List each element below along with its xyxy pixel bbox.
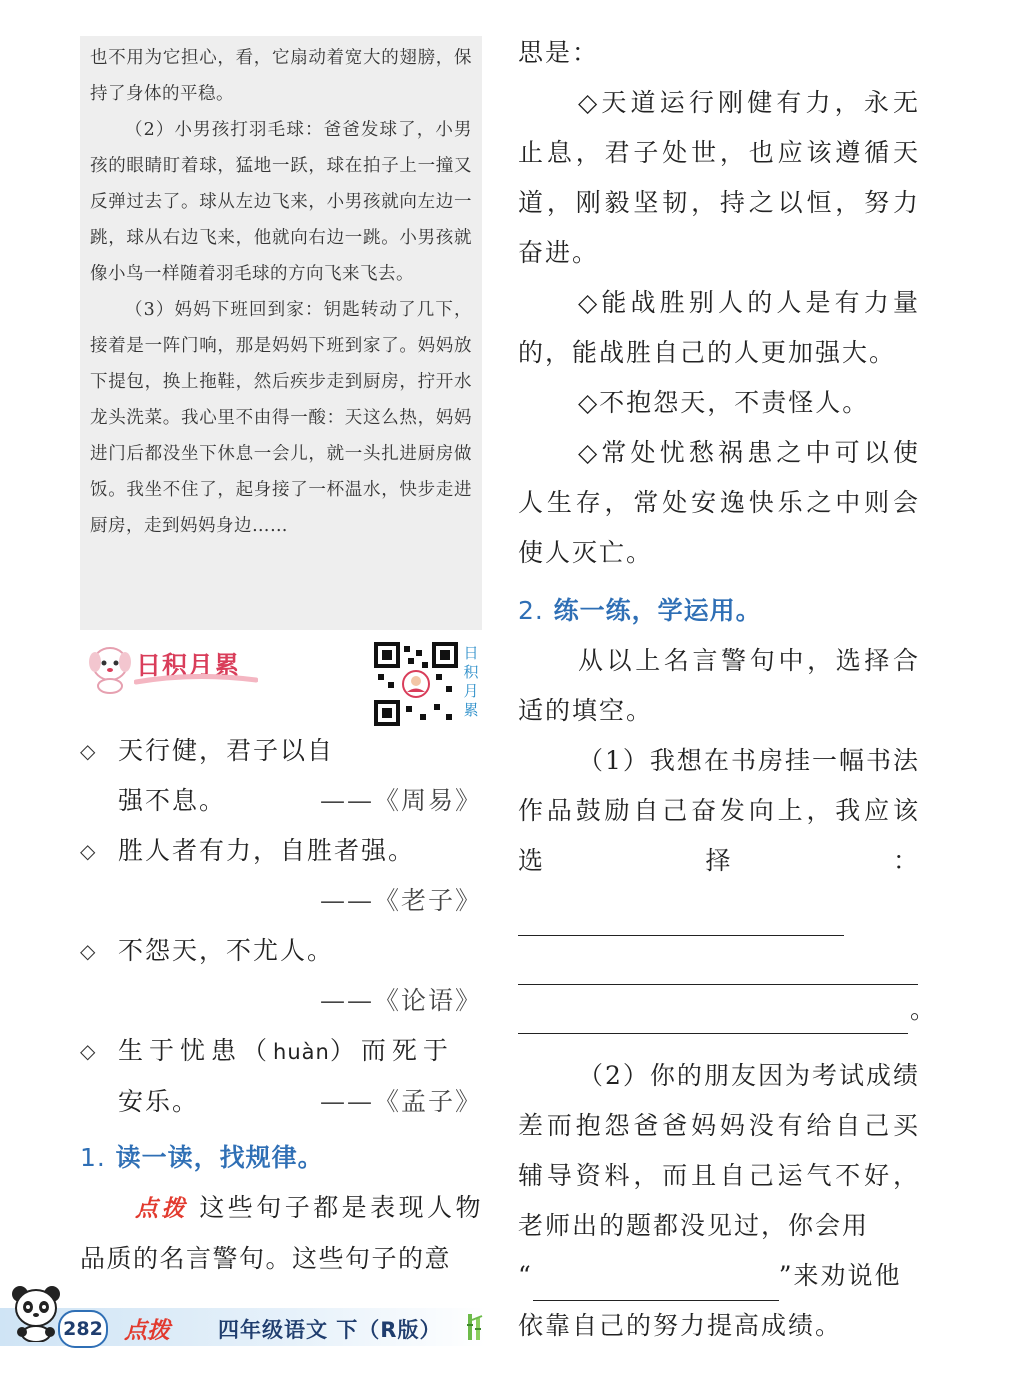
title-swoosh-decoration xyxy=(134,674,258,688)
quote-item xyxy=(80,926,482,1026)
qr-label: 日积月累 xyxy=(463,644,479,719)
answer-line-1c-row xyxy=(518,985,938,1035)
panda-mascot-icon xyxy=(8,1282,64,1342)
diamond-bullet-icon: ◇ xyxy=(80,739,98,763)
example-passage-box xyxy=(80,36,482,630)
question-1-text: （1）我想在书房挂一幅书法作品鼓励自己奋发向上，我应该选择： xyxy=(518,746,920,875)
section-title-text: 读一读，找规律。 xyxy=(115,1143,324,1172)
quote-text: 不怨天，不尤人。 xyxy=(118,936,335,965)
quote-text: 胜人者有力，自胜者强。 xyxy=(118,836,416,865)
quote-source: ——《老子》 xyxy=(319,886,482,915)
quote-line-2 xyxy=(80,776,482,826)
meaning-item: ◇天道运行刚健有力，永无止息，君子处世，也应该遵循天道，刚毅坚韧，持之以恒，努力奋进。 xyxy=(518,88,920,267)
section-number: 1. xyxy=(80,1143,106,1172)
question-2-text: （2）你的朋友因为考试成绩差而抱怨爸爸妈妈没有给自己买辅导资料，而且自己运气不好，老师出的题都没见过，你会用 xyxy=(518,1061,920,1240)
footer-book-title: 四年级语文 下（R版） xyxy=(218,1318,442,1342)
quote-text-cont: 安乐。 xyxy=(118,1087,200,1116)
diamond-bullet-icon: ◇ xyxy=(80,839,98,863)
meaning-item: ◇不抱怨天，不责怪人。 xyxy=(578,388,870,417)
question-2-cont: ”来劝说他 xyxy=(778,1261,902,1290)
qr-code[interactable] xyxy=(372,640,478,728)
quote-source: ——《周易》 xyxy=(319,786,482,815)
quote-text-part: 生于忧患（ xyxy=(118,1036,274,1065)
rijiyuelei-title: 日积月累 xyxy=(136,651,241,680)
question-1 xyxy=(518,736,920,936)
answer-blank-2[interactable] xyxy=(533,1260,779,1301)
meaning-item: ◇能战胜别人的人是有力量的，能战胜自己的人更加强大。 xyxy=(518,288,920,367)
quote-text-part: ）而死于 xyxy=(329,1036,454,1065)
section-1-body xyxy=(80,1183,482,1284)
answer-blank-1b[interactable] xyxy=(518,936,918,985)
rijiyuelei-header xyxy=(80,640,482,726)
meaning-item: ◇常处忧愁祸患之中可以使人生存，常处安逸快乐之中则会使人灭亡。 xyxy=(518,438,920,567)
open-quote: “ xyxy=(518,1261,533,1290)
section-number: 2. xyxy=(518,596,544,625)
section-2-intro: 从以上名言警句中，选择合适的填空。 xyxy=(518,646,920,725)
section-1-text: 这些句子都是表现人物品质的名言警句。这些句子的意 xyxy=(80,1193,482,1273)
passage-paragraph-3: （3）妈妈下班回到家：钥匙转动了几下，接着是一阵门响，那是妈妈下班到家了。妈妈放下提包，换上拖鞋，然后疾步走到厨房，拧开水龙头洗菜。我心里不由得一酸：天这么热，妈妈进门后都没坐下休息一会儿，就一头扎进厨房做饭。我坐不住了，起身接了一杯温水，快步走进厨房，走到妈妈身边…… xyxy=(90,300,472,536)
question-2-end: 依靠自己的努力提高成绩。 xyxy=(518,1311,843,1340)
continued-text: 思是： xyxy=(518,38,600,67)
footer-brand: 点拨 xyxy=(124,1318,170,1344)
quote-source: ——《论语》 xyxy=(319,986,482,1015)
page-number: 282 xyxy=(58,1310,108,1348)
question-2-blank-line xyxy=(518,1251,920,1301)
answer-blank-1c[interactable] xyxy=(518,985,908,1034)
diamond-bullet-icon: ◇ xyxy=(80,1039,98,1063)
passage-paragraph-2: （2）小男孩打羽毛球：爸爸发球了，小男孩的眼睛盯着球，猛地一跃，球在拍子上一撞又反弹过去了。球从左边飞来，小男孩就向左边一跳，球从右边飞来，他就向右边一跳。小男孩就像小鸟一样随着羽毛球的方向飞来飞去。 xyxy=(90,120,472,284)
quote-text xyxy=(80,1026,482,1077)
answer-blank-1a[interactable] xyxy=(518,895,844,936)
diamond-bullet-icon: ◇ xyxy=(80,939,98,963)
quote-text-cont: 强不息。 xyxy=(118,786,227,815)
quote-item xyxy=(80,726,482,826)
bamboo-icon xyxy=(462,1312,486,1342)
qr-code-icon xyxy=(372,640,460,728)
quote-text: 天行健，君子以自 xyxy=(118,736,335,765)
section-title-text: 练一练，学运用。 xyxy=(553,596,762,625)
quote-source: ——《孟子》 xyxy=(319,1087,482,1116)
pinyin-annotation: huàn xyxy=(273,1040,330,1064)
section-2-title xyxy=(518,586,920,636)
puppy-mascot-icon xyxy=(86,642,134,694)
section-1-title xyxy=(80,1133,482,1183)
quote-list xyxy=(80,726,482,1127)
dianbo-tag: 点拨 xyxy=(135,1196,188,1222)
right-column xyxy=(518,28,938,1351)
left-column xyxy=(80,36,482,1284)
page-footer xyxy=(0,1282,500,1352)
passage-paragraph-1: 也不用为它担心，看，它扇动着宽大的翅膀，保持了身体的平稳。 xyxy=(90,48,472,104)
period-mark: 。 xyxy=(910,995,938,1024)
quote-item xyxy=(80,1026,482,1127)
quote-item xyxy=(80,826,482,926)
quote-line-2 xyxy=(80,1077,482,1127)
